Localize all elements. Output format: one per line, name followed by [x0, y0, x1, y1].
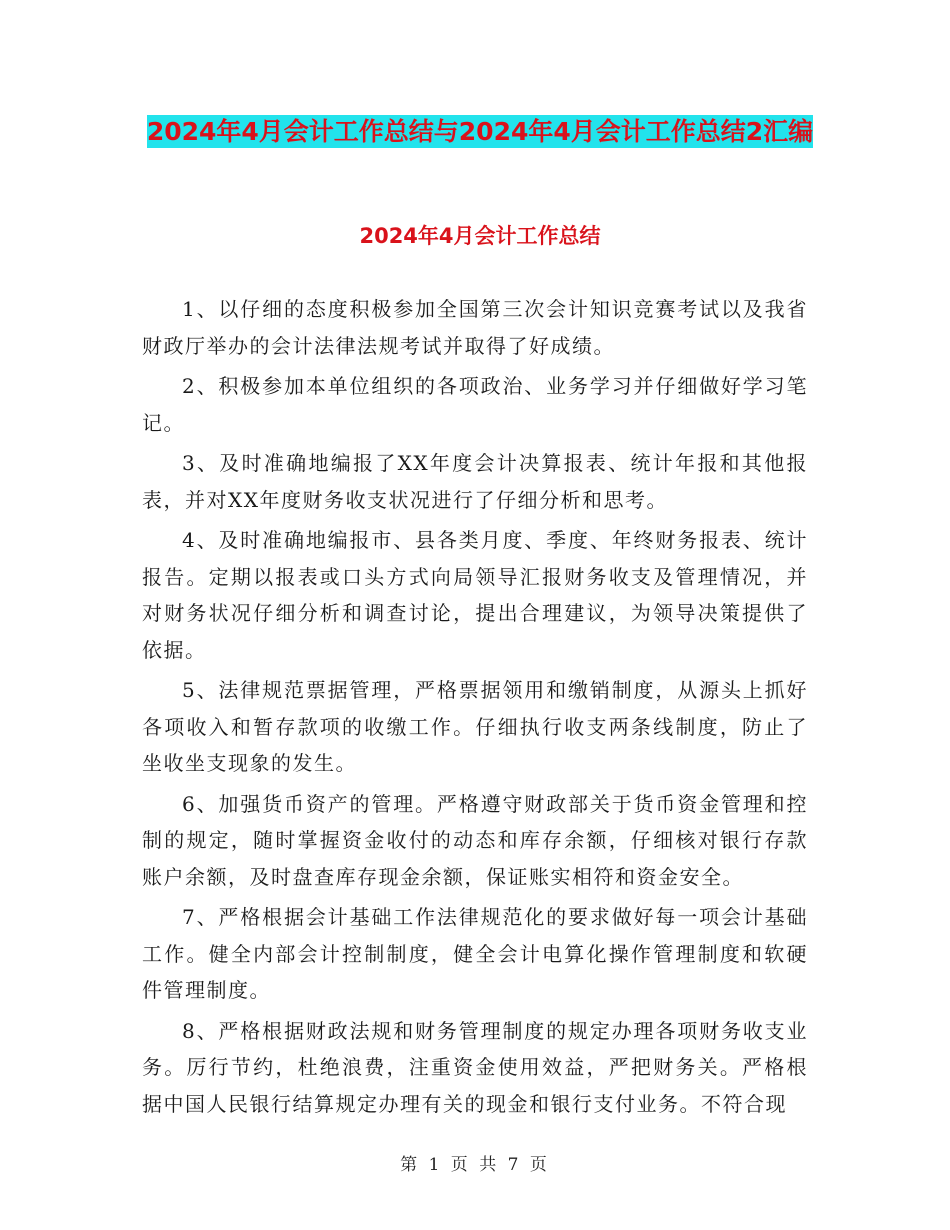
paragraph: 2、积极参加本单位组织的各项政治、业务学习并仔细做好学习笔记。	[142, 374, 808, 435]
document-title	[140, 108, 820, 156]
paragraph: 3、及时准确地编报了XX年度会计决算报表、统计年报和其他报表，并对XX年度财务收支状况进行了仔细分析和思考。	[142, 451, 808, 512]
section-title: 2024年4月会计工作总结	[359, 224, 601, 248]
paragraph: 4、及时准确地编报市、县各类月度、季度、年终财务报表、统计报告。定期以报表或口头方式向局领导汇报财务收支及管理情况，并对财务状况仔细分析和调查讨论，提出合理建议，为领导决策提供了依据。	[142, 528, 808, 662]
page-footer: 第 1 页 共 7 页	[400, 1155, 550, 1175]
paragraph: 5、法律规范票据管理，严格票据领用和缴销制度，从源头上抓好各项收入和暂存款项的收缴工作。仔细执行收支两条线制度，防止了坐收坐支现象的发生。	[142, 678, 808, 775]
paragraph: 6、加强货币资产的管理。严格遵守财政部关于货币资金管理和控制的规定，随时掌握资金收付的动态和库存余额，仔细核对银行存款账户余额，及时盘查库存现金余额，保证账实相符和资金安全。	[142, 791, 808, 889]
paragraph: 7、严格根据会计基础工作法律规范化的要求做好每一项会计基础工作。健全内部会计控制制度，健全会计电算化操作管理制度和软硬件管理制度。	[142, 905, 808, 1002]
paragraph: 1、以仔细的态度积极参加全国第三次会计知识竞赛考试以及我省财政厅举办的会计法律法规考试并取得了好成绩。	[142, 297, 808, 358]
document-title-text: 2024年4月会计工作总结与2024年4月会计工作总结2汇编	[146, 117, 814, 146]
paragraph: 8、严格根据财政法规和财务管理制度的规定办理各项财务收支业务。厉行节约，杜绝浪费，注重资金使用效益，严把财务关。严格根据中国人民银行结算规定办理有关的现金和银行支付业务。不符合现	[142, 1018, 808, 1116]
document-body	[142, 291, 808, 1126]
